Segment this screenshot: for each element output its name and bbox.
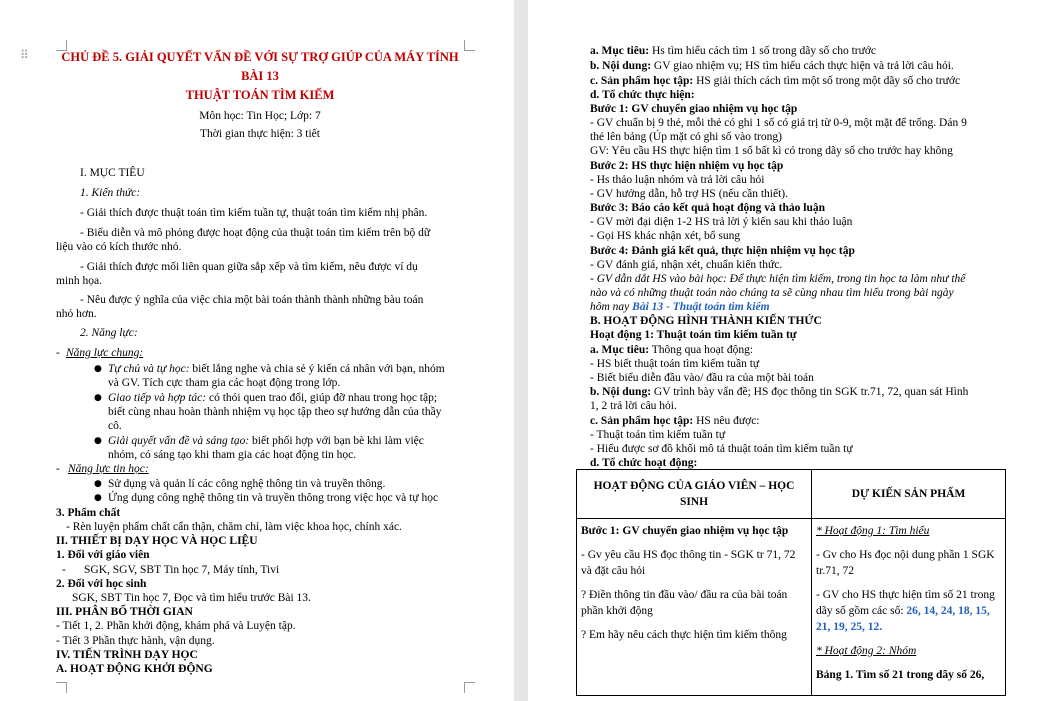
section-heading: I. MỤC TIÊU [80, 167, 145, 179]
text-line: nhóm, có sáng tạo khi tham gia các hoạt động tin học. [108, 449, 357, 461]
text-line: c. Sản phẩm học tập: HS nêu được: [590, 415, 760, 427]
table-cell-products [812, 519, 1006, 696]
list-item: Ứng dụng công nghệ thông tin và truyền thông trong việc học và tự học [108, 492, 439, 504]
drag-handle-icon[interactable]: ⠿ [20, 48, 30, 62]
text-line: - Tiết 3 Phần thực hành, vận dụng. [56, 635, 215, 647]
list-dash: - [62, 564, 66, 576]
text-line: nhỏ hơn. [56, 308, 97, 320]
activity-label: * Hoạt động 2: Nhóm [816, 645, 917, 657]
text-line: - Gọi HS khác nhận xét, bổ sung [590, 230, 741, 242]
bullet-icon: ● [94, 479, 102, 489]
text-line: - Nêu được ý nghĩa của việc chia một bài toán thành thành những bàu toán [80, 294, 424, 306]
step-heading: Bước 1: GV chuyển giao nhiệm vụ học tập [581, 525, 789, 537]
list-item: Sử dụng và quản lí các công nghệ thông tin và truyền thông. [108, 478, 386, 490]
text-line: - GV hướng dẫn, hỗ trợ HS (nếu cần thiết). [590, 188, 788, 200]
cell-text: ? Điền thông tin đầu vào/ đầu ra của bài toán phần khởi động [581, 589, 788, 617]
text-line: - Giải thích được thuật toán tìm kiếm tuần tự, thuật toán tìm kiếm nhị phân. [80, 207, 428, 219]
activity-label: * Hoạt động 1: Tìm hiểu [816, 525, 930, 537]
list-dash: - [56, 463, 60, 475]
subject-line: Môn học: Tin Học; Lớp: 7 [199, 110, 321, 122]
list-item: Tự chủ và tự học: biết lắng nghe và chia sẻ ý kiến cá nhân với bạn, nhóm [108, 363, 445, 375]
text-line: minh họa. [56, 275, 102, 287]
activity-heading: Hoạt động 1: Thuật toán tìm kiếm tuần tự [590, 329, 797, 341]
step-heading: Bước 3: Báo cáo kết quả hoạt động và thảo luận [590, 202, 825, 214]
text-line: - GV dẫn dắt HS vào bài học: Để thực hiện tìm kiếm, trong tin học ta làm như thế [590, 273, 966, 285]
margin-corner-mark [56, 682, 67, 693]
text-line: hôm nay Bài 13 - Thuật toán tìm kiếm [590, 301, 770, 313]
subsection-heading: 2. Năng lực: [80, 327, 138, 339]
text-line: cô. [108, 420, 122, 432]
text-line: - Tiết 1, 2. Phần khởi động, khám phá và Luyện tập. [56, 620, 296, 632]
cell-text: ? Em hãy nêu cách thực hiện tìm kiếm thông [581, 629, 787, 641]
text-line: b. Nội dung: GV trình bày vấn đề; HS đọc thông tin SGK tr.71, 72, quan sát Hình [590, 386, 969, 398]
section-heading: A. HOẠT ĐỘNG KHỞI ĐỘNG [56, 663, 213, 675]
text-line: SGK, SBT Tin học 7, Đọc và tìm hiểu trước Bài 13. [72, 592, 311, 604]
text-line: và GV. Tích cực tham gia các hoạt động trong lớp. [108, 377, 341, 389]
section-heading: IV. TIẾN TRÌNH DẠY HỌC [56, 649, 198, 661]
list-heading: Năng lực chung: [66, 347, 144, 359]
step-heading: Bước 2: HS thực hiện nhiệm vụ học tập [590, 160, 784, 172]
cell-text: - GV cho HS thực hiện tìm số 21 trong dãy số gồm các số: 26, 14, 24, 18, 15, 21, 19, 25, 12. [816, 589, 995, 633]
subsection-heading: d. Tổ chức thực hiện: [590, 89, 695, 101]
margin-corner-mark [464, 682, 475, 693]
table-header-cell: DỰ KIẾN SẢN PHẨM [812, 470, 1006, 519]
cell-text: - Gv cho Hs đọc nội dung phần 1 SGK tr.71, 72 [816, 549, 995, 577]
section-heading: III. PHÂN BỐ THỜI GIAN [56, 606, 193, 618]
text-line: c. Sản phẩm học tập: HS giải thích cách tìm một số trong một dãy số cho trước [590, 75, 961, 87]
step-heading: Bước 4: Đánh giá kết quả, thực hiện nhiệm vụ học tập [590, 245, 855, 257]
text-line: a. Mục tiêu: Hs tìm hiểu cách tìm 1 số trong dãy số cho trước [590, 45, 877, 57]
text-line: - Hiểu được sơ đồ khối mô tả thuật toán tìm kiếm tuần tự [590, 443, 853, 455]
text-line: - GV đánh giá, nhận xét, chuẩn kiến thức. [590, 259, 783, 271]
section-heading: II. THIẾT BỊ DẠY HỌC VÀ HỌC LIỆU [56, 535, 258, 547]
text-line: - Thuật toán tìm kiếm tuần tự [590, 429, 726, 441]
subsection-heading: d. Tổ chức hoạt động: [590, 457, 698, 469]
text-line: - HS biết thuật toán tìm kiếm tuần tự [590, 358, 760, 370]
document-page-right [528, 0, 1038, 701]
text-line: b. Nội dung: GV giao nhiệm vụ; HS tìm hiểu cách thực hiện và trả lời câu hỏi. [590, 60, 954, 72]
text-line: thẻ lên bảng (Úp mặt có ghi số vào trong) [590, 131, 782, 143]
section-heading: B. HOẠT ĐỘNG HÌNH THÀNH KIẾN THỨC [590, 315, 822, 327]
table-header-cell: HOẠT ĐỘNG CỦA GIÁO VIÊN – HỌC SINH [577, 470, 812, 519]
text-line: - Giải thích được mối liên quan giữa sắp xếp và tìm kiếm, nêu được ví dụ [80, 261, 418, 273]
text-line: - Biểu diễn và mô phỏng được hoạt động của thuật toán tìm kiếm trên bộ dữ [80, 227, 431, 239]
list-item: Giao tiếp và hợp tác: có thói quen trao đổi, giúp đỡ nhau trong học tập; [108, 392, 438, 404]
text-line: SGK, SGV, SBT Tin học 7, Máy tính, Tivi [84, 564, 280, 576]
text-line: liệu vào có kích thước nhỏ. [56, 241, 182, 253]
table-header-row [577, 470, 1006, 519]
text-line: - GV mời đại diện 1-2 HS trả lời ý kiến sau khi thảo luận [590, 216, 853, 228]
document-page-left [0, 0, 514, 701]
list-dash: - [56, 347, 60, 359]
text-line: a. Mục tiêu: Thông qua hoạt động: [590, 344, 754, 356]
text-line: biết cùng nhau hoàn thành nhiệm vụ học tập theo sự hướng dẫn của thầy [108, 406, 442, 418]
table-row [577, 519, 1006, 696]
list-heading: Năng lực tin học: [68, 463, 149, 475]
cell-text: - Gv yêu cầu HS đọc thông tin - SGK tr 71, 72 và đặt câu hỏi [581, 549, 796, 577]
subsection-heading: 1. Đối với giáo viên [56, 549, 150, 561]
subsection-heading: 3. Phẩm chất [56, 507, 121, 519]
text-line: - Rèn luyện phẩm chất cẩn thận, chăm chỉ, làm việc khoa học, chính xác. [66, 521, 402, 533]
bullet-icon: ● [94, 493, 102, 503]
text-line: - Hs thảo luận nhóm và trả lời câu hỏi [590, 174, 765, 186]
text-line: GV: Yêu cầu HS thực hiện tìm 1 số bất kì có trong dãy số cho trước hay không [590, 145, 953, 157]
bullet-icon: ● [94, 393, 102, 403]
list-item: Giải quyết vấn đề và sáng tạo: biết phối hợp với bạn bè khi làm việc [108, 435, 424, 447]
table-cell-activities [577, 519, 812, 696]
topic-title: CHỦ ĐỀ 5. GIẢI QUYẾT VẤN ĐỀ VỚI SỰ TRỢ GIÚP CỦA MÁY TÍNH [61, 50, 459, 64]
text-line: - Biết biểu diễn đầu vào/ đầu ra của một bài toán [590, 372, 814, 384]
lesson-number: BÀI 13 [241, 69, 279, 83]
activity-table [576, 469, 1006, 696]
subsection-heading: 2. Đối với học sinh [56, 578, 147, 590]
step-heading: Bước 1: GV chuyển giao nhiệm vụ học tập [590, 103, 798, 115]
text-line: - GV chuẩn bị 9 thẻ, mỗi thẻ có ghi 1 số có giá trị từ 0-9, một mặt để trống. Dán 9 [590, 117, 967, 129]
subsection-heading: 1. Kiến thức: [80, 187, 141, 199]
duration-line: Thời gian thực hiện: 3 tiết [200, 128, 320, 140]
cell-text: Bảng 1. Tìm số 21 trong dãy số 26, [816, 669, 985, 681]
text-line: nào và có những thuật toán nào chúng ta sẽ cùng nhau tìm hiểu trong bài ngày [590, 287, 954, 299]
text-line: 1, 2 trả lời câu hỏi. [590, 400, 677, 412]
bullet-icon: ● [94, 436, 102, 446]
bullet-icon: ● [94, 364, 102, 374]
lesson-title: THUẬT TOÁN TÌM KIẾM [185, 88, 335, 102]
